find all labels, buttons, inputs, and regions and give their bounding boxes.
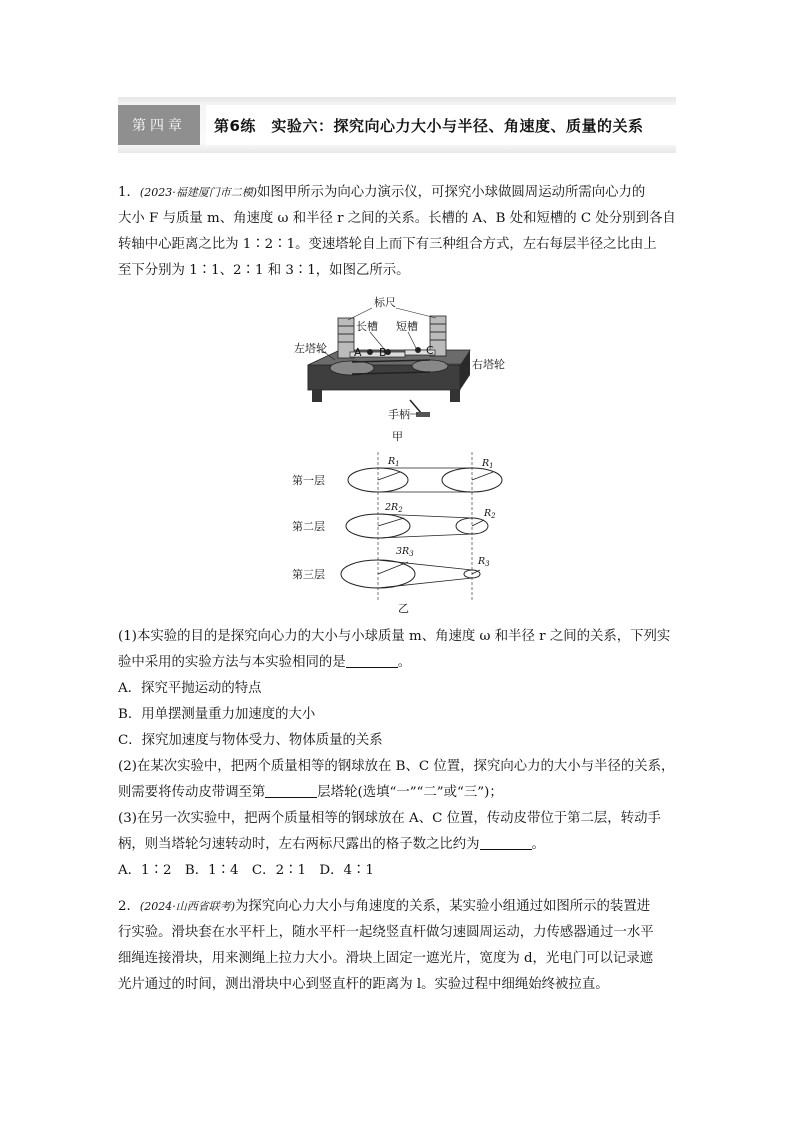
label-layer-2: 第二层 bbox=[292, 520, 325, 533]
label-short-slot: 短槽 bbox=[396, 320, 418, 333]
label-r1-right: $R_1$ bbox=[482, 458, 494, 470]
figure-caption-jia: 甲 bbox=[392, 430, 403, 443]
label-left-wheel: 左塔轮 bbox=[294, 342, 327, 355]
question-text: 为探究向心力大小与角速度的关系，某实验小组通过如图所示的装置进 bbox=[235, 899, 651, 914]
question-text: 行实验。滑块套在水平杆上，随水平杆一起绕竖直杆做匀速圆周运动，力传感器通过一水平 bbox=[118, 925, 654, 940]
chapter-header bbox=[118, 97, 676, 153]
question-number: 1． bbox=[118, 185, 140, 200]
question-text: 如图甲所示为向心力演示仪，可探究小球做圆周运动所需向心力的 bbox=[257, 185, 646, 200]
page-title: 第6练 实验六：探究向心力大小与半径、角速度、质量的关系 bbox=[206, 105, 676, 145]
label-r2-left: $2R_2$ bbox=[385, 502, 403, 514]
question-2-stem bbox=[118, 894, 678, 998]
label-long-slot: 长槽 bbox=[356, 320, 378, 333]
subquestion-3-text: (3)在另一次实验中，把两个质量相等的钢球放在 A、C 位置，传动皮带位于第二层，转动手 bbox=[118, 811, 661, 826]
question-source: (2024·山西省联考) bbox=[139, 900, 235, 913]
label-handle: 手柄 bbox=[388, 408, 410, 421]
option-a: A．探究平抛运动的特点 bbox=[118, 681, 262, 696]
label-r1-left: $R_1$ bbox=[388, 456, 400, 468]
label-layer-3: 第三层 bbox=[292, 568, 325, 581]
question-source: (2023·福建厦门市二模) bbox=[139, 186, 257, 199]
answer-blank[interactable] bbox=[480, 835, 532, 850]
figure-jia-apparatus bbox=[290, 290, 510, 448]
question-text: 大小 F 与质量 m、角速度 ω 和半径 r 之间的关系。长槽的 A、B 处和短槽的 C 处分别到各自 bbox=[118, 211, 676, 226]
figure-caption-yi: 乙 bbox=[398, 602, 409, 615]
option-c: C．探究加速度与物体受力、物体质量的关系 bbox=[118, 733, 383, 748]
answer-blank[interactable] bbox=[346, 653, 398, 668]
punctuation: 。 bbox=[397, 655, 412, 670]
option-b: B．用单摆测量重力加速度的大小 bbox=[118, 707, 316, 722]
subquestion-3-options: A．1∶2 B．1∶4 C．2∶1 D．4∶1 bbox=[118, 863, 374, 878]
label-ruler: 标尺 bbox=[374, 296, 396, 309]
label-b: B bbox=[379, 346, 387, 359]
subquestion-2-text: 则需要将传动皮带调至第 bbox=[118, 785, 266, 800]
label-right-wheel: 右塔轮 bbox=[472, 358, 505, 371]
question-text: 至下分别为 1∶1、2∶1 和 3∶1，如图乙所示。 bbox=[118, 263, 410, 278]
label-c: C bbox=[426, 344, 434, 357]
figure-yi-tower-wheels bbox=[288, 450, 518, 618]
subquestion-2-text: 层塔轮(选填“一”“二”或“三”)； bbox=[317, 785, 503, 800]
chapter-label: 第四章 bbox=[118, 105, 200, 145]
label-r3-right: $R_3$ bbox=[478, 556, 490, 568]
label-r2-right: $R_2$ bbox=[484, 508, 496, 520]
subquestion-1-text: (1)本实验的目的是探究向心力的大小与小球质量 m、角速度 ω 和半径 r 之间的关系，下列实 bbox=[118, 629, 671, 644]
answer-blank[interactable] bbox=[265, 783, 317, 798]
question-text: 细绳连接滑块，用来测绳上拉力大小。滑块上固定一遮光片，宽度为 d，光电门可以记录遮 bbox=[118, 951, 654, 966]
question-text: 转轴中心距离之比为 1∶2∶1。变速塔轮自上而下有三种组合方式，左右每层半径之比由上 bbox=[118, 237, 657, 252]
question-number: 2． bbox=[118, 899, 140, 914]
question-1-subquestions bbox=[118, 624, 678, 884]
subquestion-2-text: (2)在某次实验中，把两个质量相等的钢球放在 B、C 位置，探究向心力的大小与半径的关系， bbox=[118, 759, 675, 774]
question-text: 光片通过的时间，测出滑块中心到竖直杆的距离为 l。实验过程中细绳始终被拉直。 bbox=[118, 977, 609, 992]
question-1-stem bbox=[118, 180, 678, 284]
label-a: A bbox=[354, 346, 362, 359]
punctuation: 。 bbox=[531, 837, 545, 852]
subquestion-1-text: 验中采用的实验方法与本实验相同的是 bbox=[118, 655, 346, 670]
label-r3-left: $3R_3$ bbox=[396, 546, 414, 558]
subquestion-3-text: 柄，则当塔轮匀速转动时，左右两标尺露出的格子数之比约为 bbox=[118, 837, 480, 852]
label-layer-1: 第一层 bbox=[292, 474, 325, 487]
